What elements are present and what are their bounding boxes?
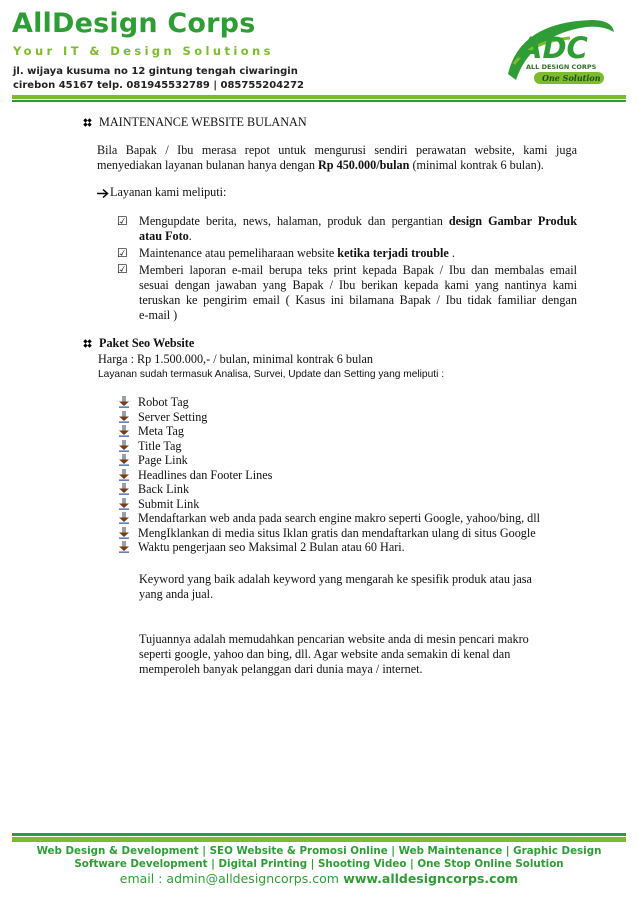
service-item-1-line1 <box>139 214 577 229</box>
down-arrow-bullet-icon <box>118 512 130 524</box>
section1-para-line1: Bila Bapak / Ibu merasa repot untuk mengurusi sendiri perawatan website, kami juga <box>97 143 577 157</box>
seo-list-item: Mendaftarkan web anda pada search engine makro seperti Google, yahoo/bing, dll <box>138 511 541 525</box>
item-text: . <box>188 229 192 243</box>
seo-list-item: Robot Tag <box>138 395 189 409</box>
down-arrow-bullet-icon <box>118 425 130 437</box>
para-text: menyediakan layanan bulanan hanya dengan <box>97 158 318 172</box>
checkbox-checked-icon: ☑ <box>117 214 128 228</box>
footer-contact <box>0 871 638 886</box>
seo-intro: Layanan sudah termasuk Analisa, Survei, Update dan Setting yang meliputi : <box>98 369 445 380</box>
header-divider-lime <box>12 95 626 99</box>
seo-list-item: Headlines dan Footer Lines <box>138 467 273 482</box>
diamond-bullet-icon <box>83 118 92 127</box>
down-arrow-bullet-icon <box>118 498 130 510</box>
services-intro: Layanan kami meliputi: <box>110 185 227 199</box>
down-arrow-bullet-icon <box>118 527 130 539</box>
seo-list-item: Server Setting <box>138 409 208 424</box>
diamond-bullet-icon <box>83 339 92 348</box>
footer-services-line1: Web Design & Development | SEO Website & Promosi Online | Web Maintenance | Graphic Design <box>36 845 602 857</box>
item-emphasis: design Gambar Produk <box>448 214 577 228</box>
goal-line1: Tujuannya adalah memudahkan pencarian website anda di mesin pencari makro <box>139 632 529 646</box>
service-item-3-line1: Memberi laporan e-mail berupa teks print kepada Bapak / Ibu dan membalas email <box>139 263 577 277</box>
goal-line2: seperti google, yahoo dan bing, dll. Agar website anda semakin di kenal dan <box>139 647 511 661</box>
footer-services-line2: Software Development | Digital Printing | Shooting Video | One Stop Online Solution <box>74 858 564 870</box>
brand-name: AllDesign Corps <box>12 8 256 39</box>
item-text: Maintenance atau pemeliharaan website <box>139 246 338 260</box>
email-link[interactable]: admin@alldesigncorps.com <box>166 871 339 886</box>
seo-list-item: Back Link <box>138 482 190 496</box>
seo-list-item: Title Tag <box>138 438 182 453</box>
adc-logo <box>500 14 618 92</box>
service-item-2 <box>139 246 455 261</box>
section1-title: MAINTENANCE WEBSITE BULANAN <box>99 115 307 129</box>
address-line-2: cirebon 45167 telp. 081945532789 | 085755204272 <box>13 80 305 91</box>
website-link[interactable]: www.alldesigncorps.com <box>338 871 519 886</box>
service-item-3-line3: teruskan ke pengirim email ( Kasus ini bilamana Bapak / Ibu tidak familiar dengan <box>139 293 577 307</box>
price-monthly: Rp 450.000/bulan <box>317 158 410 172</box>
down-arrow-bullet-icon <box>118 541 130 553</box>
section1-para-line2 <box>97 158 581 173</box>
item-emphasis: ketika terjadi trouble <box>337 246 449 260</box>
down-arrow-bullet-icon <box>118 483 130 495</box>
address-line-1: jl. wijaya kusuma no 12 gintung tengah ciwaringin <box>13 66 298 77</box>
down-arrow-bullet-icon <box>118 411 130 423</box>
service-item-1-line2 <box>139 229 192 244</box>
section2-title: Paket Seo Website <box>99 336 195 350</box>
footer-divider-green <box>12 833 626 836</box>
seo-list-item: Waktu pengerjaan seo Maksimal 2 Bulan atau 60 Hari. <box>138 540 405 554</box>
checkbox-checked-icon: ☑ <box>117 262 128 276</box>
seo-price: Harga : Rp 1.500.000,- / bulan, minimal kontrak 6 bulan <box>98 352 373 366</box>
item-emphasis: atau Foto <box>139 229 189 243</box>
logo-company: ALL DESIGN CORPS <box>526 63 597 71</box>
logo-letters: ADC <box>520 31 588 65</box>
right-arrow-icon <box>96 188 110 199</box>
seo-list-item: MengIklankan di media situs Iklan gratis dan mendaftarkan ulang di situs Google <box>138 525 536 540</box>
email-label: email : <box>119 871 167 886</box>
down-arrow-bullet-icon <box>118 396 130 408</box>
logo-slogan: One Solution <box>542 73 601 83</box>
seo-list-item: Submit Link <box>138 496 200 511</box>
down-arrow-bullet-icon <box>118 454 130 466</box>
brand-tagline: Your IT & Design Solutions <box>13 44 274 58</box>
header-divider-green <box>12 100 626 102</box>
service-item-3-line2: sesuai dengan jawaban yang Bapak / Ibu berikan kepada kami yang nantinya kami <box>139 278 577 292</box>
item-text: . <box>448 246 455 260</box>
item-text: Mengupdate berita, news, halaman, produk dan pergantian <box>139 214 449 228</box>
footer-divider-lime <box>12 837 626 842</box>
down-arrow-bullet-icon <box>118 469 130 481</box>
keyword-line2: yang anda jual. <box>139 587 214 601</box>
seo-list-item: Page Link <box>138 453 188 467</box>
para-text: (minimal kontrak 6 bulan). <box>409 158 544 172</box>
down-arrow-bullet-icon <box>118 440 130 452</box>
goal-line3: memperoleh banyak pelanggan dari dunia maya / internet. <box>139 662 423 676</box>
checkbox-checked-icon: ☑ <box>117 246 128 260</box>
keyword-line1: Keyword yang baik adalah keyword yang mengarah ke spesifik produk atau jasa <box>139 572 532 586</box>
seo-list-item: Meta Tag <box>138 424 184 438</box>
service-item-3-line4: e-mail ) <box>139 308 178 322</box>
